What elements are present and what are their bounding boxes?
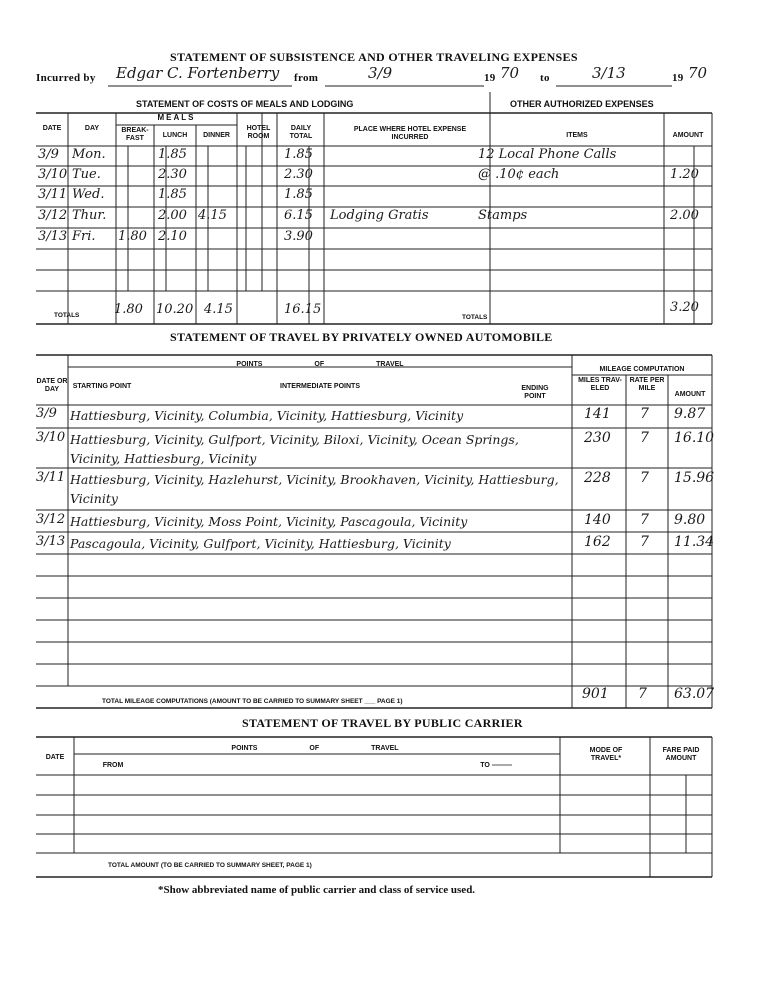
auto-date: 3/13	[36, 534, 66, 549]
carrier-points-header: POINTS OF TRAVEL	[231, 745, 399, 752]
auto-amount: 15.96	[674, 470, 715, 486]
year-2: 70	[688, 64, 708, 82]
meal-date: 3/11	[38, 187, 68, 202]
auto-section-title: STATEMENT OF TRAVEL BY PRIVATELY OWNED AUTOMOBILE	[170, 330, 553, 344]
meals-totals-label: TOTALS	[54, 312, 80, 319]
meal-lunch: 2.00	[158, 208, 187, 223]
auto-rate: 7	[640, 534, 649, 550]
auto-total-rate: 7	[638, 686, 647, 702]
meal-dinner: 4.15	[198, 208, 227, 223]
to-label: to	[540, 72, 550, 84]
auto-amount: 11.34	[674, 534, 715, 550]
meal-total: 1.85	[284, 147, 313, 162]
meal-total: 1.85	[284, 187, 313, 202]
to-date: 3/13	[592, 64, 626, 82]
incurred-by-label: Incurred by	[36, 72, 96, 84]
col-breakfast: BREAK- FAST	[121, 127, 149, 142]
auto-miles: 141	[584, 406, 611, 422]
year-1: 70	[500, 64, 520, 82]
auto-col-ending: ENDING POINT	[521, 385, 549, 400]
auto-route: Hattiesburg, Vicinity, Hazlehurst, Vicinity, Brookhaven, Vicinity, Hattiesburg, Vicinity	[70, 472, 559, 506]
carrier-col-fare: FARE PAID AMOUNT	[662, 747, 700, 762]
meal-total: 3.90	[284, 229, 313, 244]
carrier-col-to: TO	[480, 762, 490, 769]
meal-amount: 2.00	[670, 208, 699, 223]
auto-col-rate: RATE PER MILE	[629, 377, 665, 392]
auto-route: Hattiesburg, Vicinity, Columbia, Vicinity, Hattiesburg, Vicinity	[70, 408, 464, 423]
auto-rate: 7	[640, 512, 649, 528]
auto-date: 3/12	[36, 512, 66, 527]
col-hotel-room: HOTEL ROOM	[246, 125, 271, 140]
auto-points-header: POINTS OF TRAVEL	[236, 361, 404, 368]
auto-route: Pascagoula, Vicinity, Gulfport, Vicinity, Hattiesburg, Vicinity	[70, 536, 451, 551]
auto-col-starting: STARTING POINT	[72, 383, 132, 390]
auto-date: 3/9	[36, 406, 57, 421]
incurred-by-value: Edgar C. Fortenberry	[116, 64, 280, 82]
footnote: *Show abbreviated name of public carrier and class of service used.	[158, 884, 476, 896]
carrier-total-label: TOTAL AMOUNT (TO BE CARRIED TO SUMMARY SHEET, PAGE 1)	[108, 862, 312, 869]
col-meals: MEALS	[157, 113, 196, 122]
meal-total: 2.30	[284, 167, 313, 182]
col-amount: AMOUNT	[672, 132, 704, 139]
carrier-col-mode: MODE OF TRAVEL*	[589, 747, 623, 762]
auto-col-miles: MILES TRAV- ELED	[578, 377, 622, 392]
auto-rate: 7	[640, 406, 649, 422]
meal-amount: 1.20	[670, 167, 699, 182]
auto-miles: 140	[584, 512, 611, 528]
meal-item: Stamps	[478, 208, 528, 223]
meal-day: Fri.	[72, 229, 96, 244]
meal-day: Mon.	[72, 147, 106, 162]
auto-miles: 228	[584, 470, 611, 486]
other-totals-label: TOTALS	[462, 314, 488, 321]
auto-date: 3/11	[36, 470, 66, 485]
meals-section-title: STATEMENT OF COSTS OF MEALS AND LODGING	[136, 99, 354, 109]
from-date: 3/9	[368, 64, 393, 82]
meal-lunch: 2.10	[158, 229, 187, 244]
auto-col-date: DATE OR DAY	[36, 378, 68, 393]
auto-total-amount: 63.07	[674, 686, 715, 702]
meal-total: 6.15	[284, 208, 313, 223]
col-daily-total: DAILY TOTAL	[289, 125, 313, 140]
from-label: from	[294, 72, 319, 84]
meal-date: 3/10	[38, 167, 68, 182]
col-place: PLACE WHERE HOTEL EXPENSE INCURRED	[353, 126, 467, 141]
auto-mileage-header: MILEAGE COMPUTATION	[599, 366, 685, 373]
carrier-section-title: STATEMENT OF TRAVEL BY PUBLIC CARRIER	[242, 716, 523, 730]
meal-lunch: 2.30	[158, 167, 187, 182]
auto-route: Hattiesburg, Vicinity, Moss Point, Vicinity, Pascagoula, Vicinity	[70, 514, 468, 529]
auto-rate: 7	[640, 430, 649, 446]
meal-day: Wed.	[72, 187, 105, 202]
year-prefix-2: 19	[672, 72, 684, 84]
col-items: ITEMS	[566, 132, 588, 139]
auto-col-amount: AMOUNT	[674, 391, 706, 398]
col-lunch: LUNCH	[162, 132, 188, 139]
meal-day: Tue.	[72, 167, 101, 182]
auto-route: Hattiesburg, Vicinity, Gulfport, Vicinity, Biloxi, Vicinity, Ocean Springs, Vicinity, Hattiesburg, Vicinity	[70, 432, 519, 466]
other-expenses-title: OTHER AUTHORIZED EXPENSES	[510, 99, 654, 109]
auto-total-miles: 901	[582, 686, 609, 702]
meal-lunch: 1.85	[158, 147, 187, 162]
auto-amount: 9.80	[674, 512, 706, 528]
auto-amount: 16.10	[674, 430, 715, 446]
other-total: 3.20	[670, 300, 699, 315]
total-breakfast: 1.80	[114, 302, 143, 317]
auto-miles: 162	[584, 534, 611, 550]
meal-date: 3/13	[38, 229, 68, 244]
col-date: DATE	[42, 125, 62, 132]
meal-place: Lodging Gratis	[330, 208, 429, 223]
total-lunch: 10.20	[156, 302, 194, 317]
meal-date: 3/12	[38, 208, 68, 223]
year-prefix-1: 19	[484, 72, 496, 84]
auto-rate: 7	[640, 470, 649, 486]
meal-item: 12 Local Phone Calls	[478, 147, 617, 162]
col-day: DAY	[84, 125, 100, 132]
auto-col-intermediate: INTERMEDIATE POINTS	[280, 383, 360, 390]
meal-date: 3/9	[38, 147, 59, 162]
auto-total-label: TOTAL MILEAGE COMPUTATIONS (AMOUNT TO BE CARRIED TO SUMMARY SHEET ___ PAGE 1)	[102, 698, 403, 705]
auto-date: 3/10	[36, 430, 66, 445]
meal-breakfast: 1.80	[118, 229, 147, 244]
form-title: STATEMENT OF SUBSISTENCE AND OTHER TRAVELING EXPENSES	[170, 50, 578, 64]
meal-lunch: 1.85	[158, 187, 187, 202]
total-dinner: 4.15	[204, 302, 233, 317]
carrier-col-from: FROM	[102, 762, 124, 769]
total-daily: 16.15	[284, 302, 322, 317]
carrier-col-date: DATE	[45, 754, 65, 761]
meal-item: @ .10¢ each	[478, 167, 560, 182]
auto-miles: 230	[584, 430, 611, 446]
auto-amount: 9.87	[674, 406, 706, 422]
meal-day: Thur.	[72, 208, 107, 223]
col-dinner: DINNER	[203, 132, 230, 139]
